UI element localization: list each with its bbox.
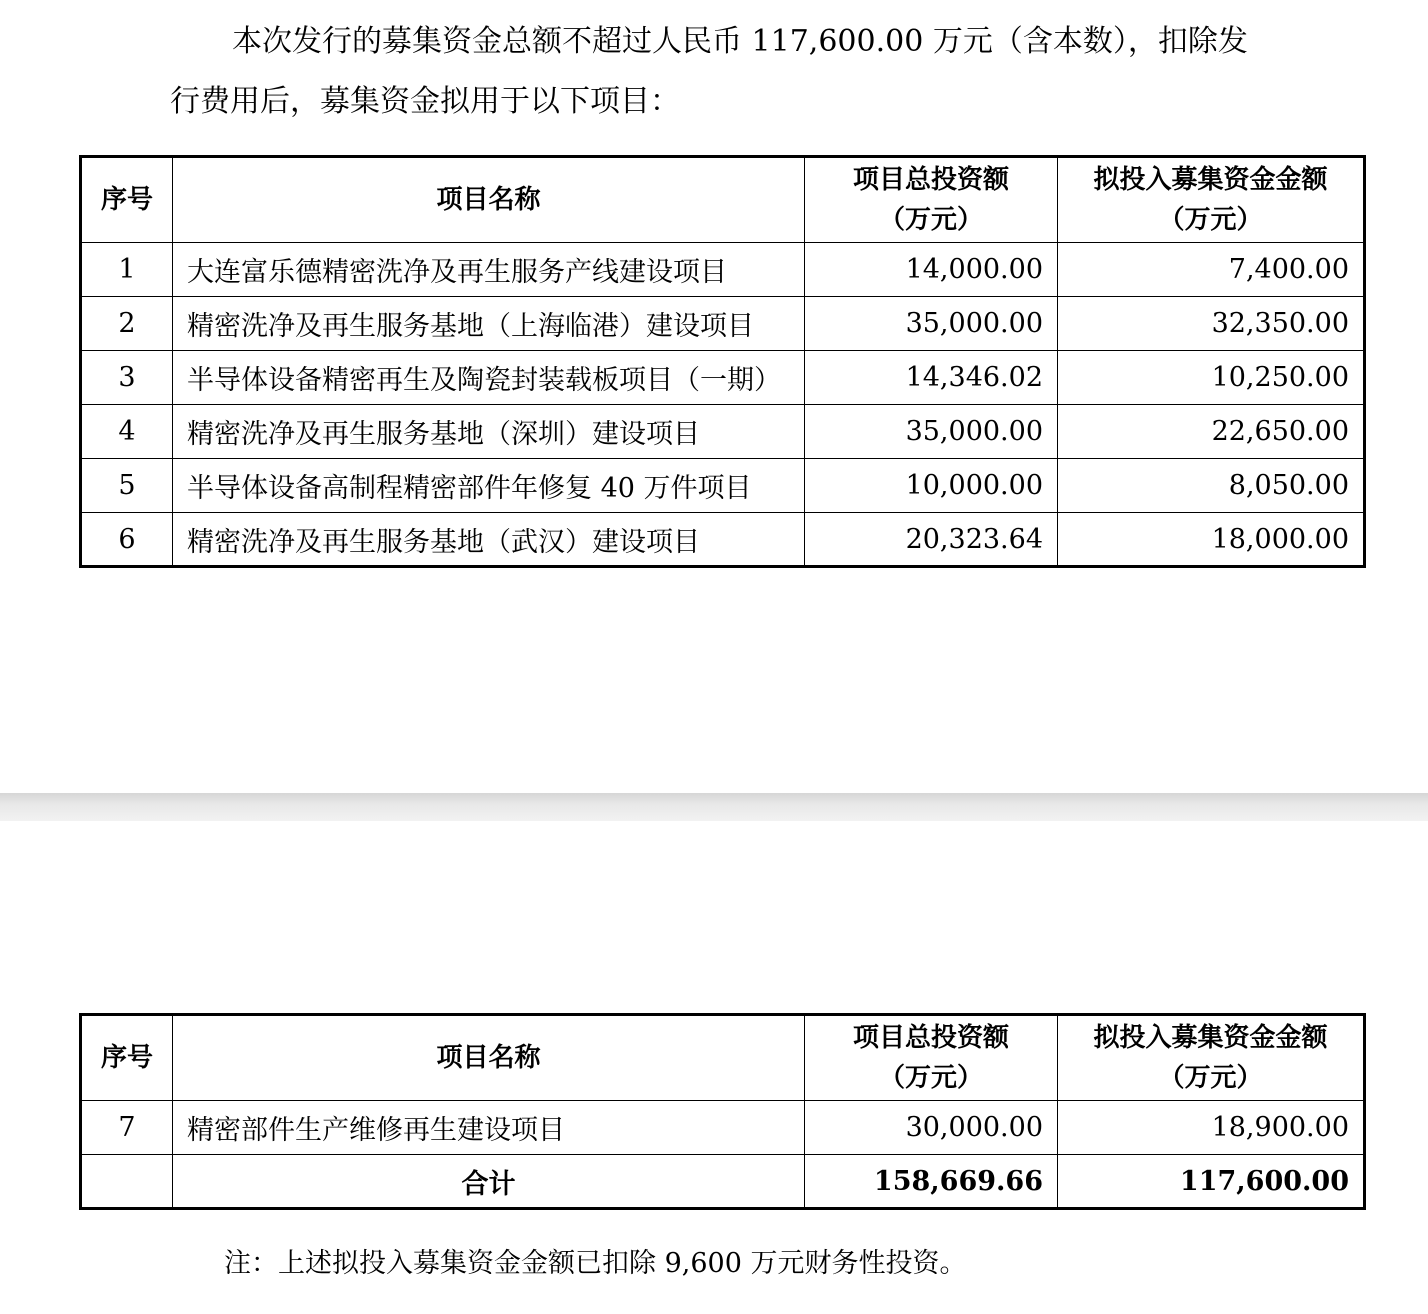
cell-raised: 18,900.00 xyxy=(1058,1101,1365,1155)
table-header-row xyxy=(81,1015,1365,1101)
table-row xyxy=(81,297,1365,351)
table-row xyxy=(81,405,1365,459)
cell-no: 5 xyxy=(81,459,173,513)
cell-total: 30,000.00 xyxy=(805,1101,1058,1155)
page-break-divider xyxy=(0,793,1428,821)
cell-name: 精密洗净及再生服务基地（武汉）建设项目 xyxy=(173,513,805,567)
cell-total: 35,000.00 xyxy=(805,405,1058,459)
header-raised-line2: （万元） xyxy=(1158,1063,1263,1093)
cell-name: 大连富乐德精密洗净及再生服务产线建设项目 xyxy=(173,243,805,297)
total-row xyxy=(81,1155,1365,1209)
cell-total: 20,323.64 xyxy=(805,513,1058,567)
fund-usage-table-page1 xyxy=(79,155,1366,568)
cell-raised: 8,050.00 xyxy=(1058,459,1365,513)
cell-raised: 7,400.00 xyxy=(1058,243,1365,297)
cell-no: 2 xyxy=(81,297,173,351)
header-raised xyxy=(1058,1015,1365,1101)
header-total xyxy=(805,1015,1058,1101)
header-no: 序号 xyxy=(81,1015,173,1101)
header-no: 序号 xyxy=(81,157,173,243)
table-row xyxy=(81,351,1365,405)
cell-name: 精密部件生产维修再生建设项目 xyxy=(173,1101,805,1155)
cell-total: 10,000.00 xyxy=(805,459,1058,513)
header-total-line1: 项目总投资额 xyxy=(852,1023,1009,1053)
header-raised-line1: 拟投入募集资金金额 xyxy=(1093,1023,1328,1053)
header-raised-line1: 拟投入募集资金金额 xyxy=(1093,165,1328,195)
cell-raised: 32,350.00 xyxy=(1058,297,1365,351)
cell-total: 14,346.02 xyxy=(805,351,1058,405)
cell-raised: 10,250.00 xyxy=(1058,351,1365,405)
cell-total: 35,000.00 xyxy=(805,297,1058,351)
header-total-line1: 项目总投资额 xyxy=(852,165,1009,195)
total-label: 合计 xyxy=(173,1155,805,1209)
cell-no: 7 xyxy=(81,1101,173,1155)
table-row xyxy=(81,513,1365,567)
header-total-line2: （万元） xyxy=(878,205,983,235)
cell-name: 半导体设备高制程精密部件年修复 40 万件项目 xyxy=(173,459,805,513)
cell-raised: 22,650.00 xyxy=(1058,405,1365,459)
intro-line-1: 本次发行的募集资金总额不超过人民币 117,600.00 万元（含本数），扣除发 xyxy=(232,24,1248,59)
cell-no: 3 xyxy=(81,351,173,405)
cell-no: 6 xyxy=(81,513,173,567)
header-raised-line2: （万元） xyxy=(1158,205,1263,235)
table-row xyxy=(81,459,1365,513)
cell-no: 1 xyxy=(81,243,173,297)
header-name: 项目名称 xyxy=(173,157,805,243)
total-investment: 158,669.66 xyxy=(805,1155,1058,1209)
cell-name: 精密洗净及再生服务基地（深圳）建设项目 xyxy=(173,405,805,459)
intro-line-2: 行费用后，募集资金拟用于以下项目： xyxy=(170,84,680,119)
table-row xyxy=(81,1101,1365,1155)
fund-usage-table-page2 xyxy=(79,1013,1366,1210)
header-name: 项目名称 xyxy=(173,1015,805,1101)
cell-name: 精密洗净及再生服务基地（上海临港）建设项目 xyxy=(173,297,805,351)
intro-paragraph xyxy=(170,12,1290,132)
header-total xyxy=(805,157,1058,243)
table-header-row xyxy=(81,157,1365,243)
cell-total: 14,000.00 xyxy=(805,243,1058,297)
header-raised xyxy=(1058,157,1365,243)
table-row xyxy=(81,243,1365,297)
cell-name: 半导体设备精密再生及陶瓷封装载板项目（一期） xyxy=(173,351,805,405)
total-raised: 117,600.00 xyxy=(1058,1155,1365,1209)
header-total-line2: （万元） xyxy=(878,1063,983,1093)
cell-no-empty xyxy=(81,1155,173,1209)
cell-no: 4 xyxy=(81,405,173,459)
footnote: 注：上述拟投入募集资金金额已扣除 9,600 万元财务性投资。 xyxy=(224,1248,967,1279)
cell-raised: 18,000.00 xyxy=(1058,513,1365,567)
